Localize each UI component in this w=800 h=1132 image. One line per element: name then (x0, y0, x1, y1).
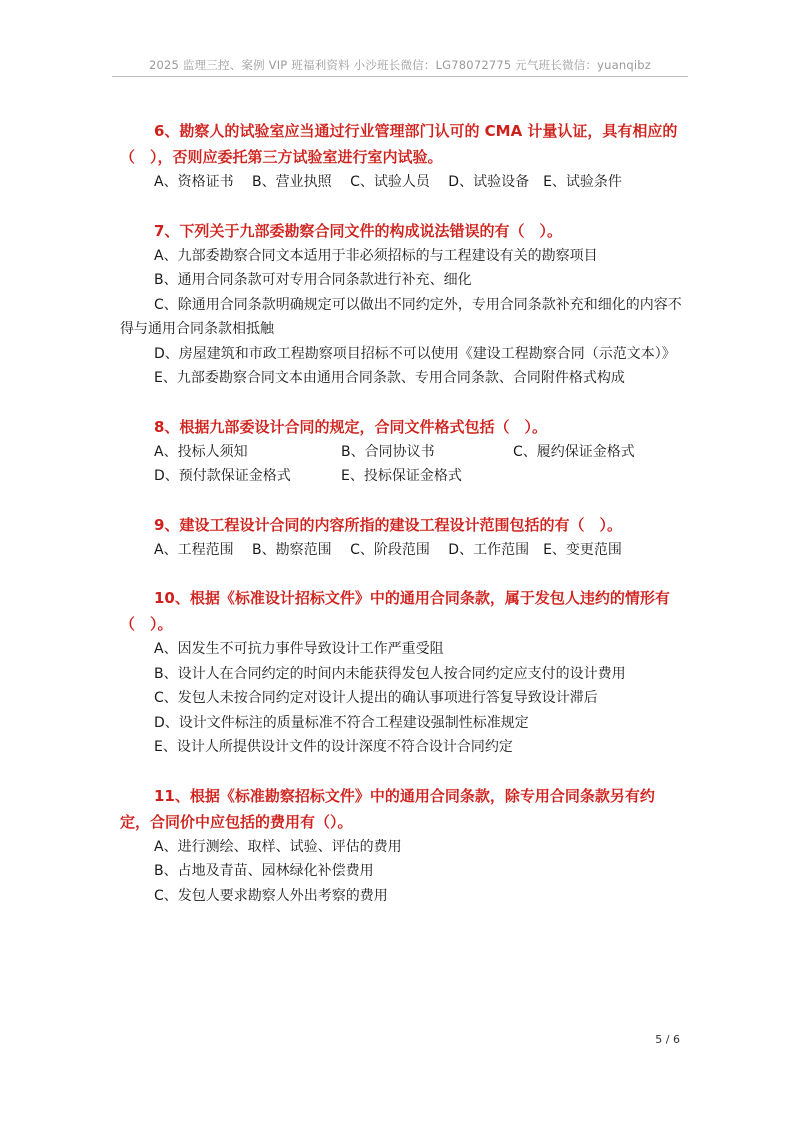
question-9 (120, 512, 684, 563)
option-line: A、资格证书 B、营业执照 C、试验人员 D、试验设备 E、试验条件 (154, 174, 622, 190)
question-title: 6、勘察人的试验室应当通过行业管理部门认可的 CMA 计量认证，具有相应的（ ），否则应委托第三方试验室进行室内试验。 (120, 122, 678, 166)
option-a: A、投标人须知 (154, 443, 248, 460)
question-7 (120, 218, 684, 391)
question-8 (120, 414, 684, 489)
question-11 (120, 783, 684, 909)
page-number: 5 / 6 (655, 1033, 680, 1046)
option-b: B、通用合同条款可对专用合同条款进行补充、细化 (154, 272, 472, 288)
option-b: B、合同协议书 (341, 443, 435, 460)
option-row (120, 440, 684, 465)
question-title: 9、建设工程设计合同的内容所指的建设工程设计范围包括的有（ ）。 (154, 515, 622, 534)
option-line: A、工程范围 B、勘察范围 C、阶段范围 D、工作范围 E、变更范围 (154, 541, 622, 558)
option-c: C、除通用合同条款明确规定可以做出不同约定外，专用合同条款补充和细化的内容不得与通用合同条款相抵触 (120, 296, 682, 337)
option-c: C、发包人要求勘察人外出考察的费用 (154, 887, 388, 904)
question-title: 8、根据九部委设计合同的规定，合同文件格式包括（ ）。 (154, 417, 547, 436)
option-a: A、九部委勘察合同文本适用于非必须招标的与工程建设有关的勘察项目 (154, 247, 598, 264)
question-title: 10、根据《标准设计招标文件》中的通用合同条款，属于发包人违约的情形有（ ）。 (120, 589, 670, 633)
option-row (120, 464, 684, 489)
question-6 (120, 118, 684, 195)
question-title: 7、下列关于九部委勘察合同文件的构成说法错误的有（ ）。 (154, 221, 562, 240)
option-e: E、设计人所提供设计文件的设计深度不符合设计合同约定 (154, 739, 513, 755)
option-a: A、因发生不可抗力事件导致设计工作严重受阻 (154, 641, 444, 657)
option-d: D、预付款保证金格式 (154, 468, 291, 484)
question-title: 11、根据《标准勘察招标文件》中的通用合同条款，除专用合同条款另有约定，合同价中应包括的费用有（）。 (120, 786, 655, 831)
option-e: E、投标保证金格式 (341, 468, 462, 484)
option-d: D、设计文件标注的质量标准不符合工程建设强制性标准规定 (154, 714, 529, 731)
question-10 (120, 585, 684, 760)
option-d: D、房屋建筑和市政工程勘察项目招标不可以使用《建设工程勘察合同（示范文本）》 (154, 345, 676, 362)
option-e: E、九部委勘察合同文本由通用合同条款、专用合同条款、合同附件格式构成 (154, 370, 625, 386)
page-header (112, 54, 688, 77)
option-b: B、设计人在合同约定的时间内未能获得发包人按合同约定应支付的设计费用 (154, 665, 626, 682)
document-body (120, 118, 684, 931)
option-a: A、进行测绘、取样、试验、评估的费用 (154, 838, 402, 855)
option-c: C、履约保证金格式 (513, 443, 635, 460)
header-text: 2025 监理三控、案例 VIP 班福利资料 小沙班长微信：LG78072775 元气班长微信：yuanqibz (148, 58, 652, 72)
option-b: B、占地及青苗、园林绿化补偿费用 (154, 863, 374, 879)
option-c: C、发包人未按合同约定对设计人提出的确认事项进行答复导致设计滞后 (154, 690, 598, 706)
